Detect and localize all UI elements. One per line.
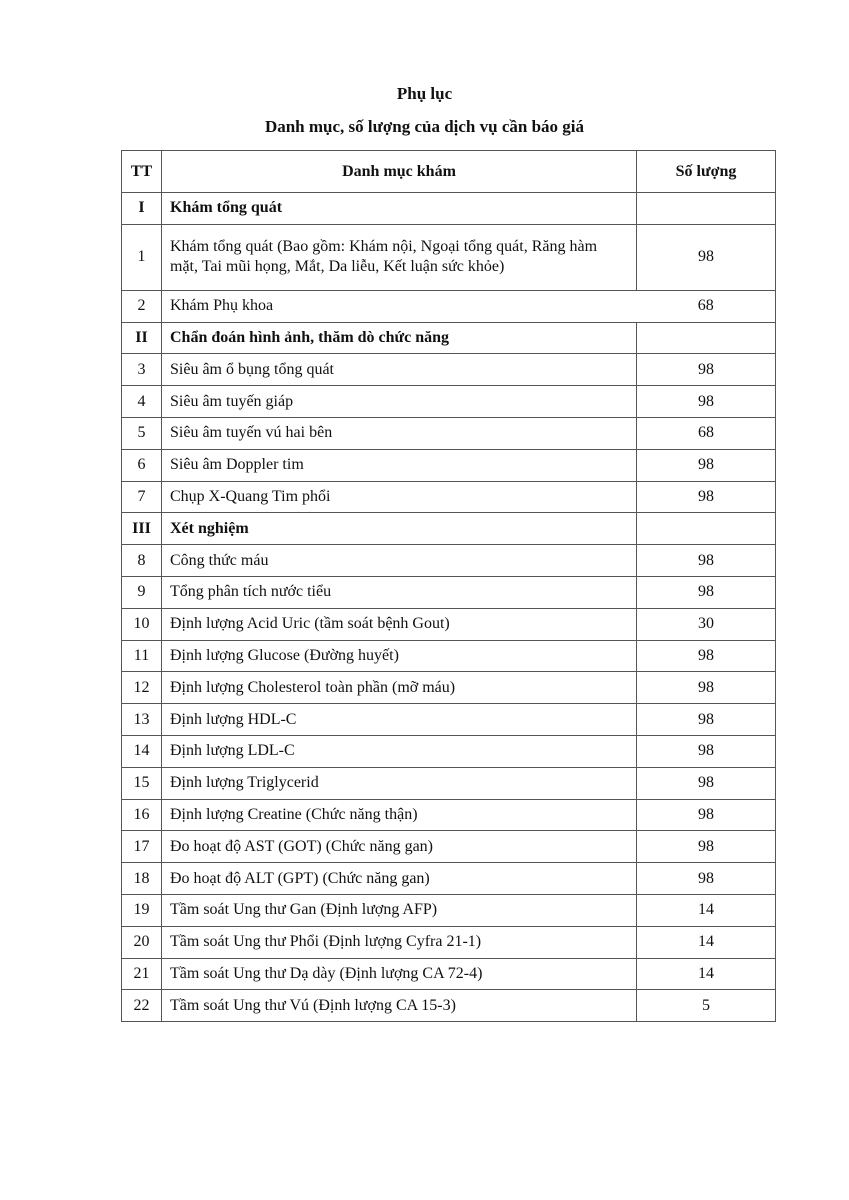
table-row: [122, 481, 776, 513]
table-row: [122, 290, 776, 322]
service-name: Tầm soát Ung thư Vú (Định lượng CA 15-3): [162, 990, 637, 1022]
service-quantity: 98: [637, 704, 776, 736]
section-row: [122, 513, 776, 545]
row-index: 19: [122, 894, 162, 926]
section-row: [122, 193, 776, 225]
services-table: [121, 150, 776, 1022]
service-quantity: 98: [637, 735, 776, 767]
service-name: Siêu âm tuyến vú hai bên: [162, 417, 637, 449]
row-index: 21: [122, 958, 162, 990]
service-quantity: 14: [637, 958, 776, 990]
service-quantity: 98: [637, 672, 776, 704]
row-index: 15: [122, 767, 162, 799]
service-name: Đo hoạt độ ALT (GPT) (Chức năng gan): [162, 863, 637, 895]
service-name: Định lượng HDL-C: [162, 704, 637, 736]
service-quantity: [637, 513, 776, 545]
table-row: [122, 576, 776, 608]
row-index: 3: [122, 354, 162, 386]
service-quantity: 98: [637, 831, 776, 863]
table-row: [122, 735, 776, 767]
service-quantity: [637, 193, 776, 225]
service-quantity: [637, 322, 776, 354]
table-body: [122, 193, 776, 1022]
service-quantity: 98: [637, 799, 776, 831]
row-index: 18: [122, 863, 162, 895]
table-row: [122, 354, 776, 386]
service-name: Định lượng Cholesterol toàn phần (mỡ máu): [162, 672, 637, 704]
section-title: Xét nghiệm: [162, 513, 637, 545]
row-index: 6: [122, 449, 162, 481]
table-row: [122, 417, 776, 449]
service-quantity: 98: [637, 545, 776, 577]
service-name: Công thức máu: [162, 545, 637, 577]
service-name: Định lượng LDL-C: [162, 735, 637, 767]
table-row: [122, 224, 776, 290]
row-index: 7: [122, 481, 162, 513]
service-quantity: 98: [637, 224, 776, 290]
row-index: II: [122, 322, 162, 354]
service-quantity: 98: [637, 386, 776, 418]
table-row: [122, 799, 776, 831]
table-row: [122, 704, 776, 736]
service-name: Khám Phụ khoa: [162, 290, 637, 322]
service-name: Định lượng Glucose (Đường huyết): [162, 640, 637, 672]
service-name: Chụp X-Quang Tim phổi: [162, 481, 637, 513]
row-index: 4: [122, 386, 162, 418]
row-index: 10: [122, 608, 162, 640]
service-name: Siêu âm ổ bụng tổng quát: [162, 354, 637, 386]
table-row: [122, 386, 776, 418]
service-name: Siêu âm Doppler tim: [162, 449, 637, 481]
service-name: Tầm soát Ung thư Dạ dày (Định lượng CA 72-4): [162, 958, 637, 990]
row-index: 5: [122, 417, 162, 449]
section-title: Khám tổng quát: [162, 193, 637, 225]
row-index: 12: [122, 672, 162, 704]
header-quantity: Số lượng: [637, 151, 776, 193]
table-row: [122, 449, 776, 481]
section-row: [122, 322, 776, 354]
service-quantity: 98: [637, 767, 776, 799]
header-category: Danh mục khám: [162, 151, 637, 193]
table-row: [122, 831, 776, 863]
service-name: Tầm soát Ung thư Gan (Định lượng AFP): [162, 894, 637, 926]
service-name: Định lượng Creatine (Chức năng thận): [162, 799, 637, 831]
service-name: Tầm soát Ung thư Phổi (Định lượng Cyfra 21-1): [162, 926, 637, 958]
table-row: [122, 608, 776, 640]
row-index: 14: [122, 735, 162, 767]
row-index: 8: [122, 545, 162, 577]
table-row: [122, 640, 776, 672]
table-row: [122, 863, 776, 895]
row-index: 11: [122, 640, 162, 672]
row-index: 1: [122, 224, 162, 290]
service-name: Định lượng Triglycerid: [162, 767, 637, 799]
appendix-title: Phụ lục: [396, 84, 453, 103]
service-quantity: 68: [637, 417, 776, 449]
row-index: I: [122, 193, 162, 225]
row-index: 9: [122, 576, 162, 608]
table-row: [122, 767, 776, 799]
service-name: Khám tổng quát (Bao gồm: Khám nội, Ngoại tổng quát, Răng hàm mặt, Tai mũi họng, Mắt, Da liễu, Kết luận sức khỏe): [162, 224, 637, 290]
row-index: 16: [122, 799, 162, 831]
service-quantity: 98: [637, 576, 776, 608]
table-row: [122, 894, 776, 926]
header-tt: TT: [122, 151, 162, 193]
service-quantity: 5: [637, 990, 776, 1022]
appendix-subtitle: Danh mục, số lượng của dịch vụ cần báo giá: [264, 117, 585, 136]
table-row: [122, 926, 776, 958]
row-index: 2: [122, 290, 162, 322]
row-index: 20: [122, 926, 162, 958]
service-name: Đo hoạt độ AST (GOT) (Chức năng gan): [162, 831, 637, 863]
row-index: III: [122, 513, 162, 545]
service-name: Định lượng Acid Uric (tầm soát bệnh Gout): [162, 608, 637, 640]
row-index: 22: [122, 990, 162, 1022]
service-quantity: 14: [637, 894, 776, 926]
service-quantity: 98: [637, 863, 776, 895]
table-header-row: [122, 151, 776, 193]
table-row: [122, 990, 776, 1022]
row-index: 13: [122, 704, 162, 736]
service-quantity: 30: [637, 608, 776, 640]
service-quantity: 68: [637, 290, 776, 322]
service-quantity: 98: [637, 449, 776, 481]
table-row: [122, 958, 776, 990]
section-title: Chẩn đoán hình ảnh, thăm dò chức năng: [162, 322, 637, 354]
service-quantity: 98: [637, 481, 776, 513]
row-index: 17: [122, 831, 162, 863]
table-row: [122, 672, 776, 704]
service-quantity: 14: [637, 926, 776, 958]
service-name: Siêu âm tuyến giáp: [162, 386, 637, 418]
table-row: [122, 545, 776, 577]
service-quantity: 98: [637, 354, 776, 386]
service-quantity: 98: [637, 640, 776, 672]
service-name: Tổng phân tích nước tiểu: [162, 576, 637, 608]
